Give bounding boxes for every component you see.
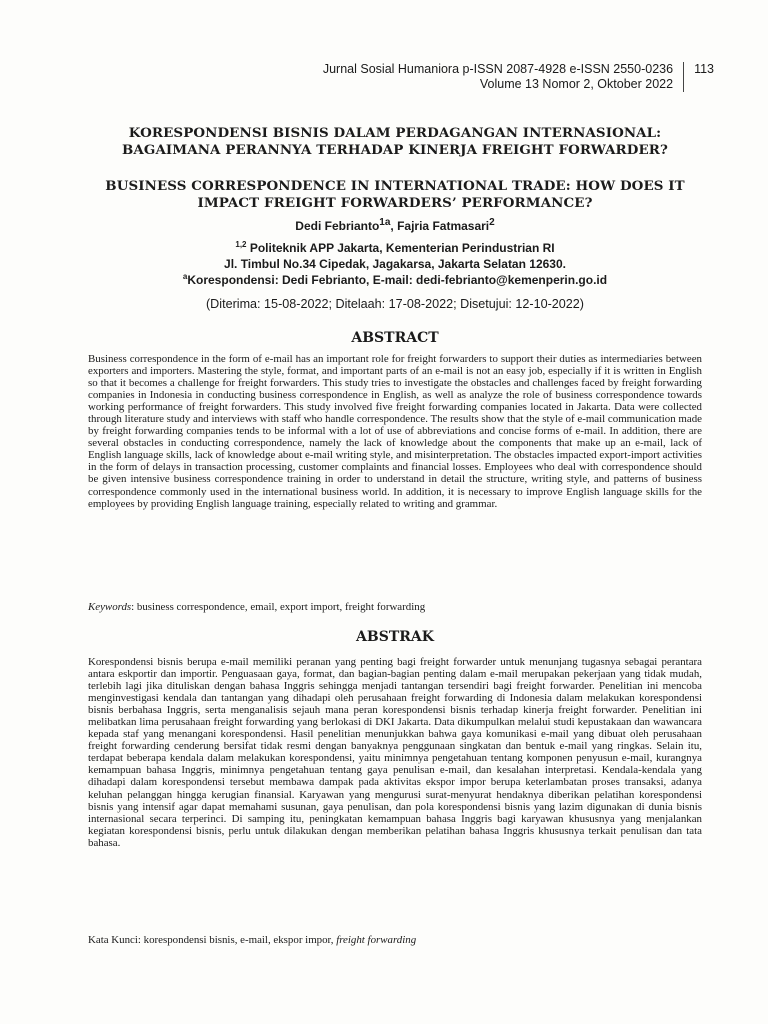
submission-dates: (Diterima: 15-08-2022; Ditelaah: 17-08-2022; Disetujui: 12-10-2022) <box>205 297 585 311</box>
kata-kunci-values: Kata Kunci: korespondensi bisnis, e-mail, ekspor impor, <box>88 934 337 946</box>
title-en-line1: BUSINESS CORRESPONDENCE IN INTERNATIONAL TRADE: HOW DOES IT <box>105 178 685 194</box>
affiliation-sup: 1,2 <box>235 240 247 249</box>
author-name: Fajria Fatmasari <box>397 219 490 233</box>
page-number: 113 <box>694 62 714 76</box>
author-separator: , <box>390 219 398 233</box>
correspondence-text: Korespondensi: Dedi Febrianto, E-mail: dedi-febrianto@kemenperin.go.id <box>187 273 608 287</box>
abstrak-heading: ABSTRAK <box>356 629 434 645</box>
abstract-text: Business correspondence in the form of e-mail has an important role for freight forwarders to support their duties as intermediaries between exporters and importers. Mastering the style, format, and important parts of an e-mail is not an easy job, especially if it is written in English so that it becomes a challenge for freight forwarders. This study tries to investigate the obstacles and challenges faced by freight forwarding companies in Indonesia in conducting business correspondence in English, as well as analyze the role of business correspondence towards working performance of freight forwarders. This study involved five freight forwarding companies located in Jakarta. Data were collected through literature study and interviews with staff who handle correspondence. The results show that the style of e-mail communication made by freight forwarding companies tends to be informal with a lot of use of abbreviations and concise forms of e-mail. In addition, there are several obstacles in conducting correspondence, namely the lack of knowledge about the components that make up an e-mail, lack of English language skills, lack of knowledge about e-mail writing style, and misinterpretation. The obstacles impacted export-import activities in the form of delays in transaction processing, customer complaints and financial losses. Employees who deal with correspondence should be given intensive business correspondence training in order to understand in detail the structure, writing style, and patterns of business correspondence commonly used in the international business world. In addition, it is necessary to improve English language skills for the employees by providing English language training, especially related to writing and grammar. <box>88 353 702 510</box>
affiliation-institution: Politeknik APP Jakarta, Kementerian Perindustrian RI <box>246 241 555 255</box>
kata-kunci-italic: freight forwarding <box>336 934 417 946</box>
abstract-heading: ABSTRACT <box>351 330 439 346</box>
title-indonesian <box>88 125 702 159</box>
keywords-label: Keywords <box>88 601 132 613</box>
journal-info <box>323 62 684 92</box>
author-list <box>88 219 702 233</box>
author-sup: 2 <box>489 217 495 228</box>
running-header <box>254 62 714 92</box>
volume-line: Volume 13 Nomor 2, Oktober 2022 <box>479 77 674 91</box>
correspondence-line <box>88 272 702 288</box>
kata-kunci-line <box>88 934 702 946</box>
affiliation-address: Jl. Timbul No.34 Cipedak, Jagakarsa, Jakarta Selatan 12630. <box>224 257 566 271</box>
author-name: Dedi Febrianto <box>295 219 380 233</box>
affiliation-line <box>88 240 702 256</box>
title-id-line1: KORESPONDENSI BISNIS DALAM PERDAGANGAN INTERNASIONAL: <box>128 125 662 141</box>
paper-page <box>88 0 714 1024</box>
keywords-line <box>88 601 702 613</box>
keywords-values: : business correspondence, email, export import, freight forwarding <box>131 601 426 613</box>
journal-line: Jurnal Sosial Humaniora p-ISSN 2087-4928 e-ISSN 2550-0236 <box>322 62 674 76</box>
author-sup: 1a <box>379 217 391 228</box>
correspondence-sup: a <box>182 272 188 281</box>
title-english <box>88 178 702 212</box>
title-en-line2: IMPACT FREIGHT FORWARDERS’ PERFORMANCE? <box>197 195 593 211</box>
title-id-line2: BAGAIMANA PERANNYA TERHADAP KINERJA FREIGHT FORWARDER? <box>122 142 668 158</box>
affiliation-block <box>88 240 702 288</box>
abstrak-text: Korespondensi bisnis berupa e-mail memiliki peranan yang penting bagi freight forwarder untuk menunjang tugasnya sebagai perantara antara eskportir dan importir. Penguasaan gaya, format, dan bagian-bagian penting dalam e-mail merupakan pekerjaan yang tidak mudah, terlebih lagi jika dituliskan dengan bahasa Inggris sehingga menjadi tantangan tersendiri bagi freight forwarder. Penelitian ini mencoba menginvestigasi kendala dan tantangan yang dihadapi oleh perusahaan freight forwarding di Indonesia dalam melakukan korespondensi bisnis berbahasa Inggris, serta menganalisis sejauh mana peran korespondensi bisnis terhadap kinerja freight forwarder. Penelitian ini melibatkan lima perusahaan freight forwarding yang berlokasi di DKI Jakarta. Data dikumpulkan melalui studi kepustakaan dan wawancara kepada staf yang menangani korespondensi. Hasil penelitian menunjukkan bahwa gaya komunikasi e-mail yang dibuat oleh perusahaan freight forwarding cenderung bersifat tidak resmi dengan banyaknya penggunaan singkatan dan bentuk e-mail yang ringkas. Selain itu, terdapat beberapa kendala dalam melakukan korespondensi, yaitu minimnya pengetahuan tentang komponen penyusun e-mail, kurangnya kemampuan bahasa Inggris, minimnya pengetahuan tentang gaya penulisan e-mail, dan kesalahan interpretasi. Kendala-kendala yang dihadapi dalam korespondensi tersebut membawa dampak pada aktivitas ekspor impor berupa keterlambatan proses transaksi, adanya keluhan pelanggan hingga kerugian finansial. Karyawan yang mengurusi surat-menyurat hendaknya diberikan pelatihan korespondensi bisnis yang intensif agar dapat memahami susunan, gaya penulisan, dan pola korespondensi bisnis yang lazim digunakan di dunia bisnis internasional secara terperinci. Di samping itu, peningkatan kemampuan bahasa Inggris bagi karyawan khususnya yang menjalankan kegiatan korespondensi bisnis, perlu untuk dilakukan dengan memberikan pelatihan bahasa Inggris khususnya terkait penulisan dan tata bahasa. <box>88 656 702 849</box>
